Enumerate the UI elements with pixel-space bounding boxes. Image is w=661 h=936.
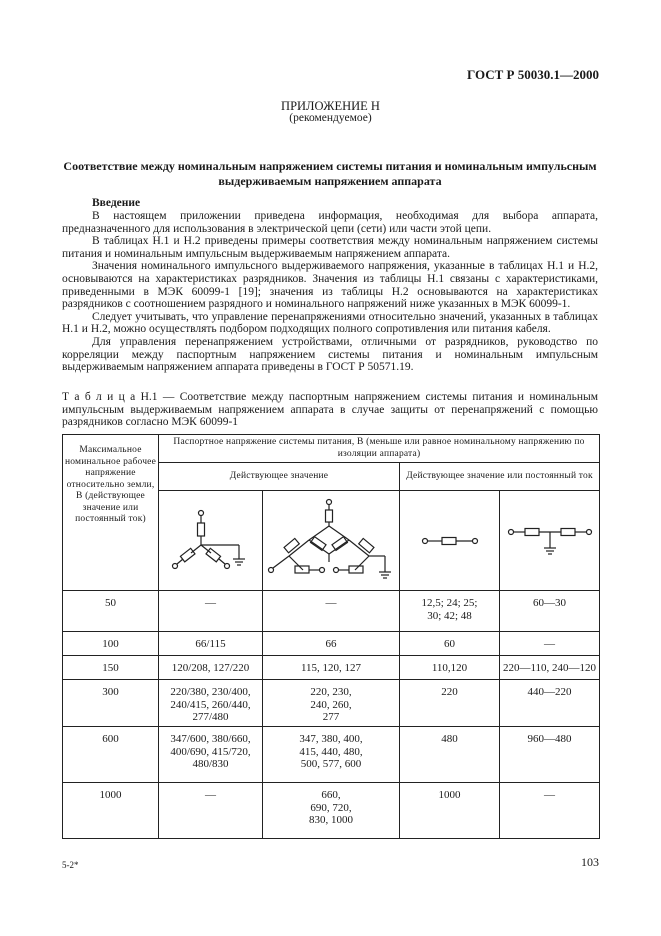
star-system-diagram-icon [167, 501, 255, 581]
table-row [63, 591, 600, 632]
cell-single [400, 680, 500, 727]
cell-line: 960—480 [527, 733, 572, 745]
section-heading [60, 159, 600, 189]
cell-ac-delta [263, 783, 400, 839]
footer-signature: 5-2* [62, 860, 79, 870]
cell-ac-delta [263, 632, 400, 656]
col-header-max-voltage: Максимальное номинальное рабочее напряжение относительно земли, В (действующее значение или постоянный ток) [63, 435, 159, 591]
paragraph: Для управления перенапряжением устройствами, отличными от разрядников, руководство по корреляции между паспортным напряжением системы питания и номинальным импульсным выдерживаемым напряжением аппарата приведены в ГОСТ Р 50571.19. [62, 335, 598, 374]
intro-title: Введение [92, 197, 141, 209]
cell-ac-star [159, 783, 263, 839]
cell-ac-delta [263, 680, 400, 727]
standard-number: ГОСТ Р 50030.1—2000 [467, 67, 599, 82]
cell-ac-delta [263, 727, 400, 783]
cell-ac-star [159, 680, 263, 727]
cell-ac-delta [263, 656, 400, 680]
cell-line: 120/208, 127/220 [171, 662, 250, 674]
cell-line: — [205, 789, 216, 801]
paragraph: Следует учитывать, что управление перенапряжениями относительно значений, указанных в таблицах Н.1 и Н.2, можно осуществлять подбором подходящих полного сопротивления или питания кабеля. [62, 310, 598, 336]
cell-single [400, 591, 500, 632]
table-caption: Т а б л и ц а Н.1 — Соответствие между паспортным напряжением системы питания и номинальным импульсным выдерживаемым напряжением аппарата в случае защиты от перенапряжений с помощью разрядников согласно МЭК 60099-1 [62, 391, 598, 429]
sub-header-ac-dc: Действующее значение или постоянный ток [400, 463, 600, 491]
cell-three-wire [500, 783, 600, 839]
cell-three-wire [500, 680, 600, 727]
cell-line: 240/415, 260/440, [170, 698, 251, 711]
cell-line: 220/380, 230/400, [170, 686, 251, 698]
cell-line: 115, 120, 127 [300, 662, 362, 674]
delta-system-diagram-icon [267, 496, 395, 586]
cell-line: 220 [441, 686, 458, 698]
cell-three-wire [500, 591, 600, 632]
cell-line: — [325, 597, 337, 609]
cell-line: 240, 260, [310, 698, 352, 711]
single-phase-diagram-icon [420, 531, 480, 551]
appendix-subtitle: (рекомендуемое) [289, 112, 372, 124]
cell-line: 480 [441, 733, 458, 745]
page-number: 103 [581, 855, 599, 869]
cell-three-wire [500, 727, 600, 783]
cell-line: — [544, 789, 556, 801]
cell-line: 347/600, 380/660, [170, 733, 251, 745]
intro-body [62, 210, 598, 374]
cell-line: 220—110, 240—120 [502, 662, 597, 674]
cell-line: 277 [322, 711, 340, 723]
cell-three-wire [500, 656, 600, 680]
cell-line: 66 [325, 638, 337, 650]
cell-line: 830, 1000 [309, 814, 353, 826]
cell-line: — [544, 638, 556, 650]
cell-max-voltage: 150 [63, 656, 159, 680]
cell-line: — [205, 597, 216, 609]
cell-line: 690, 720, [310, 801, 352, 814]
three-wire-dc-diagram-icon [507, 524, 593, 558]
cell-ac-delta [263, 591, 400, 632]
diagram-cell-star [159, 491, 263, 591]
cell-single [400, 656, 500, 680]
cell-line: 1000 [438, 789, 461, 801]
cell-single [400, 632, 500, 656]
table-row [63, 656, 600, 680]
cell-line: 347, 380, 400, [299, 733, 363, 745]
diagram-cell-three-wire [500, 491, 600, 591]
diagram-cell-single-phase [400, 491, 500, 591]
heading-line-1: Соответствие между номинальным напряжением системы питания и номинальным импульсным [63, 159, 597, 173]
appendix-title: ПРИЛОЖЕНИЕ Н [281, 99, 380, 113]
table-row [63, 680, 600, 727]
cell-line: 440—220 [527, 686, 572, 698]
cell-line: 66/115 [195, 638, 226, 650]
cell-single [400, 727, 500, 783]
cell-line: 220, 230, [310, 686, 352, 698]
cell-three-wire [500, 632, 600, 656]
cell-line: 277/480 [192, 711, 229, 723]
cell-line: 60—30 [533, 597, 567, 609]
cell-ac-star [159, 591, 263, 632]
cell-ac-star [159, 727, 263, 783]
group-header-supply-voltage: Паспортное напряжение системы питания, В (меньше или равное номинальному напряжению по изоляции аппарата) [159, 435, 600, 463]
paragraph: В настоящем приложении приведена информация, необходимая для выбора аппарата, предназначенного для использования в электрической цепи (сети) или части этой цепи. [62, 210, 598, 235]
paragraph: В таблицах Н.1 и Н.2 приведены примеры соответствия между номинальным напряжением системы питания и номинальным импульсным выдерживаемым напряжением аппарата. [62, 235, 598, 260]
voltage-table [62, 434, 600, 839]
cell-line: 400/690, 415/720, [170, 745, 251, 758]
cell-line: 415, 440, 480, [299, 745, 363, 758]
cell-max-voltage: 300 [63, 680, 159, 727]
heading-line-2: выдерживаемым напряжением аппарата [218, 174, 442, 188]
table-row [63, 632, 600, 656]
cell-single [400, 783, 500, 839]
cell-line: 60 [444, 638, 455, 650]
cell-line: 500, 577, 600 [300, 758, 362, 770]
cell-line: 480/830 [192, 758, 229, 770]
cell-line: 30; 42; 48 [427, 609, 472, 622]
cell-max-voltage: 100 [63, 632, 159, 656]
cell-line: 12,5; 24; 25; [421, 597, 478, 609]
cell-line: 660, [321, 789, 341, 801]
cell-max-voltage: 1000 [63, 783, 159, 839]
cell-ac-star [159, 656, 263, 680]
cell-max-voltage: 600 [63, 727, 159, 783]
cell-ac-star [159, 632, 263, 656]
paragraph: Значения номинального импульсного выдерживаемого напряжения, указанные в таблицах Н.1 и Н.2, основываются на характеристиках разрядников. Значения из таблицы Н.1 связаны с характеристиками, приведенными в МЭК 60099-1 [19]; значения из таблицы Н.2 основываются на характеристиках разрядников с соотношением разрядного и номинального напряжений ниже указанных в МЭК 60099-1. [62, 260, 598, 311]
cell-line: 110,120 [431, 662, 468, 674]
cell-max-voltage: 50 [63, 591, 159, 632]
table-row [63, 727, 600, 783]
table-row [63, 783, 600, 839]
diagram-cell-delta [263, 491, 400, 591]
sub-header-ac: Действующее значение [159, 463, 400, 491]
